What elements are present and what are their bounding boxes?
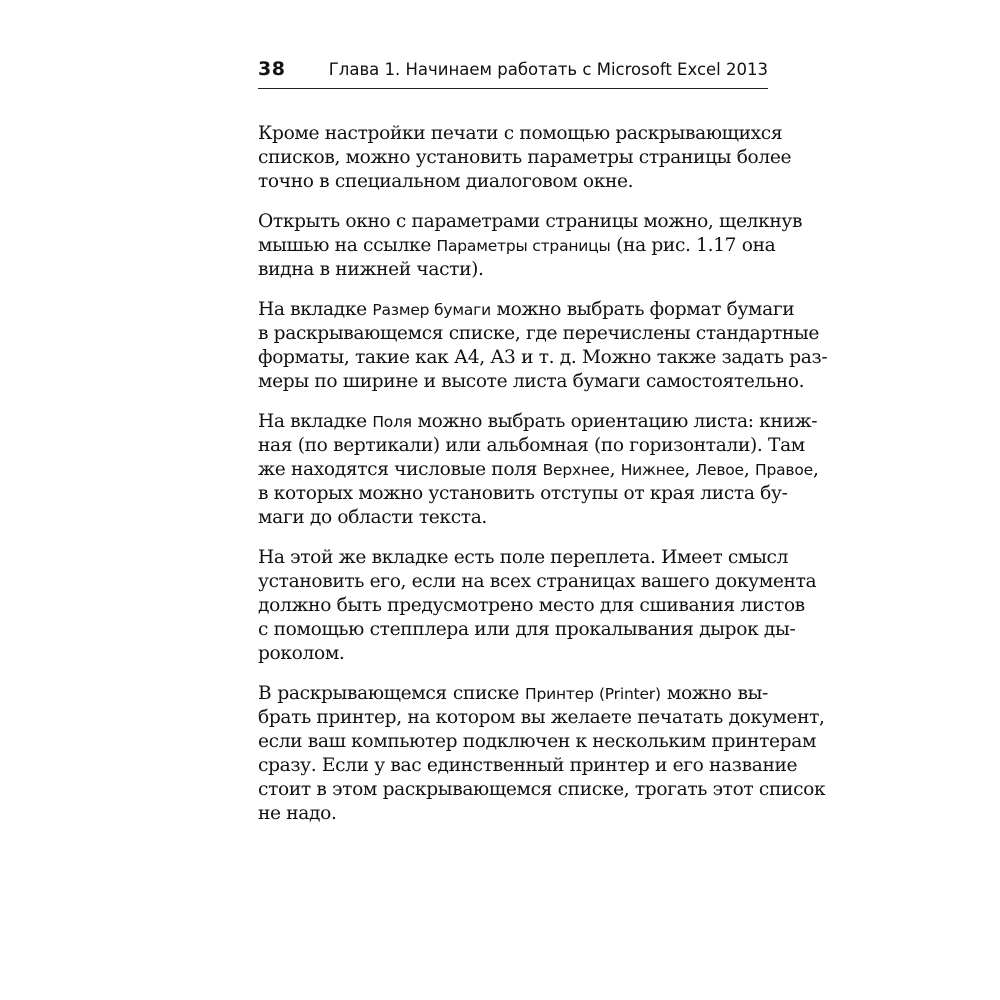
text-segment: установить его, если на всех страницах вашего документа: [258, 571, 817, 592]
text-line: [258, 434, 805, 458]
text-segment: роколом.: [258, 643, 345, 664]
text-line: [258, 258, 768, 282]
text-line: [258, 370, 805, 394]
text-line: [258, 210, 803, 234]
text-segment: ,: [684, 459, 696, 480]
ui-term: Параметры страницы: [436, 237, 611, 255]
paragraph: [258, 410, 819, 530]
running-title: Глава 1. Начинаем работать с Microsoft Excel 2013: [328, 60, 768, 79]
paragraph: [258, 682, 826, 826]
header-rule: [258, 88, 768, 89]
text-line: [258, 754, 798, 778]
text-segment: На вкладке: [258, 411, 373, 432]
text-segment: ,: [609, 459, 621, 480]
text-segment: в которых можно установить отступы от края листа бу-: [258, 483, 788, 504]
ui-term: Левое: [695, 461, 744, 479]
text-segment: меры по ширине и высоте листа бумаги самостоятельно.: [258, 371, 805, 392]
text-segment: Открыть окно с параметрами страницы можно, щелкнув: [258, 211, 803, 232]
text-segment: ,: [812, 459, 819, 480]
text-line: [258, 802, 768, 826]
text-segment: маги до области текста.: [258, 507, 487, 528]
text-segment: (на рис. 1.17 она: [610, 235, 776, 256]
text-segment: стоит в этом раскрывающемся списке, трогать этот список: [258, 779, 826, 800]
page-number: 38: [258, 58, 286, 80]
text-line: [258, 618, 796, 642]
paragraph: [258, 298, 828, 394]
text-line: [258, 234, 776, 258]
text-segment: ная (по вертикали) или альбомная (по горизонтали). Там: [258, 435, 805, 456]
text-segment: точно в специальном диалоговом окне.: [258, 171, 634, 192]
ui-term: Принтер (Printer): [525, 685, 661, 703]
ui-term: Нижнее: [620, 461, 685, 479]
text-line: [258, 570, 817, 594]
text-line: [258, 170, 768, 194]
text-segment: сразу. Если у вас единственный принтер и его название: [258, 755, 798, 776]
text-line: [258, 706, 825, 730]
text-segment: с помощью степплера или для прокалывания дырок ды-: [258, 619, 796, 640]
text-segment: же находятся числовые поля: [258, 459, 543, 480]
text-segment: можно вы-: [660, 683, 768, 704]
text-segment: списков, можно установить параметры страницы более: [258, 147, 792, 168]
text-segment: В раскрывающемся списке: [258, 683, 526, 704]
text-line: [258, 410, 818, 434]
paragraph: [258, 210, 803, 282]
text-line: [258, 298, 795, 322]
text-line: [258, 546, 789, 570]
text-segment: ,: [743, 459, 756, 480]
text-line: [258, 506, 768, 530]
text-segment: если ваш компьютер подключен к нескольким принтерам: [258, 731, 817, 752]
body-text: [258, 122, 828, 842]
text-segment: видна в нижней части).: [258, 259, 484, 280]
text-line: [258, 682, 768, 706]
page-header: [258, 58, 768, 88]
text-line: [258, 458, 819, 482]
text-segment: можно выбрать ориентацию листа: книж-: [411, 411, 818, 432]
ui-term: Поля: [372, 413, 412, 431]
text-line: [258, 122, 783, 146]
text-line: [258, 322, 820, 346]
text-segment: На этой же вкладке есть поле переплета. Имеет смысл: [258, 547, 789, 568]
text-line: [258, 594, 805, 618]
text-line: [258, 482, 788, 506]
text-line: [258, 778, 826, 802]
text-line: [258, 146, 792, 170]
ui-term: Размер бумаги: [372, 301, 491, 319]
text-segment: форматы, такие как А4, А3 и т. д. Можно также задать раз-: [258, 347, 828, 368]
text-segment: Кроме настройки печати с помощью раскрывающихся: [258, 123, 783, 144]
text-line: [258, 346, 828, 370]
text-line: [258, 642, 768, 666]
ui-term: Правое: [755, 461, 813, 479]
text-segment: На вкладке: [258, 299, 373, 320]
text-segment: не надо.: [258, 803, 337, 824]
paragraph: [258, 122, 792, 194]
ui-term: Верхнее: [542, 461, 610, 479]
text-segment: можно выбрать формат бумаги: [490, 299, 795, 320]
paragraph: [258, 546, 817, 666]
text-line: [258, 730, 817, 754]
text-segment: мышью на ссылке: [258, 235, 437, 256]
text-segment: должно быть предусмотрено место для сшивания листов: [258, 595, 805, 616]
text-segment: брать принтер, на котором вы желаете печатать документ,: [258, 707, 825, 728]
text-segment: в раскрывающемся списке, где перечислены стандартные: [258, 323, 820, 344]
